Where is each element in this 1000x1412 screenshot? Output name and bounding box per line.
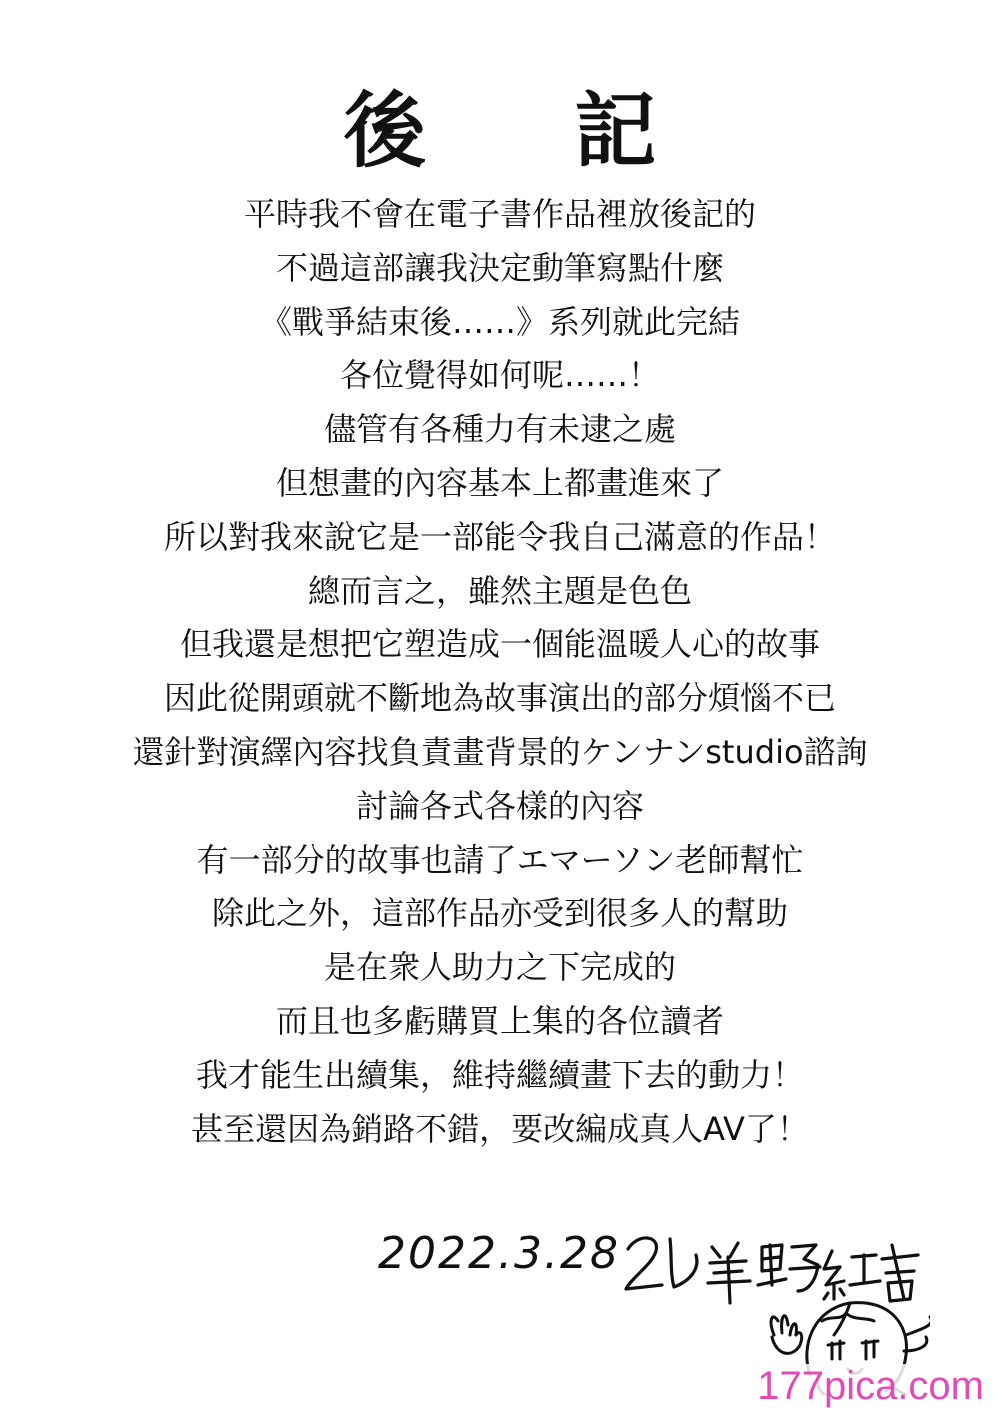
text-line: 是在衆人助力之下完成的 [323,948,676,987]
text-line: 各位覺得如何呢……！ [339,356,660,395]
text-line: 因此從開頭就不斷地為故事演出的部分煩惱不已 [163,679,836,718]
text-line: 所以對我來說它是一部能令我自己滿意的作品！ [163,517,836,556]
text-line: 但我還是想把它塑造成一個能溫暖人心的故事 [179,625,820,664]
text-line: 《戰爭結束後……》系列就此完結 [259,302,740,341]
text-line: 儘管有各種力有未逮之處 [323,410,676,449]
text-line: 總而言之，雖然主題是色色 [307,571,692,610]
watermark: 177pica.com [751,1364,990,1408]
text-line: 有一部分的故事也請了エマーソン老師幫忙 [196,840,804,879]
text-line: 討論各式各樣的內容 [355,786,644,825]
text-line: 但想畫的內容基本上都畫進來了 [275,463,724,502]
text-line: 還針對演繹內容找負責畫背景的ケンナンstudio諮詢 [132,732,868,771]
afterword-text [0,188,1000,1156]
text-line: 我才能生出續集，維持繼續畫下去的動力！ [195,1055,804,1094]
text-line: 而且也多虧購買上集的各位讀者 [275,1001,724,1040]
page-title: 後 記 [343,84,717,179]
text-line: 平時我不會在電子書作品裡放後記的 [243,195,756,233]
handwritten-date: 2022.3.28 [378,1228,620,1279]
text-line: 不過這部讓我決定動筆寫點什麼 [275,248,724,287]
text-line: 甚至還因為銷路不錯，要改編成真人AV了！ [191,1109,809,1148]
text-line: 除此之外，這部作品亦受到很多人的幫助 [211,894,788,933]
